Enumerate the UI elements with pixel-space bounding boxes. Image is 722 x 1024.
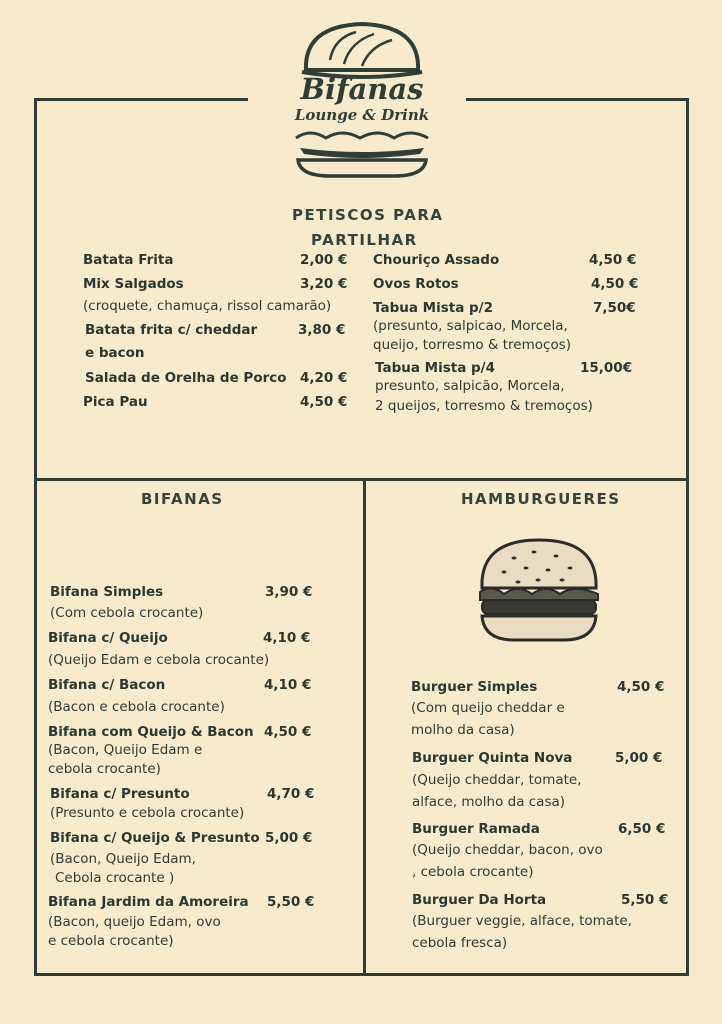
menu-item-name: Bifana com Queijo & Bacon [48,724,254,740]
frame-right [686,98,689,976]
bifanas-title: BIFANAS [141,490,224,508]
menu-item-description: (Com queijo cheddar e [411,700,565,716]
frame-bottom [34,973,689,976]
brand-name: Bifanas [300,72,424,106]
menu-item-price: 3,80 € [298,322,346,338]
burger-illustration-icon [474,536,604,646]
menu-item-description: presunto, salpicão, Morcela, [375,378,565,394]
menu-item-description: , cebola crocante) [412,864,534,880]
menu-item-price: 4,50 € [300,394,348,410]
menu-item-price: 3,90 € [265,584,313,600]
menu-item-description: alface, molho da casa) [412,794,566,810]
menu-item-description: Cebola crocante ) [55,870,175,886]
menu-item-description: (croquete, chamuça, rissol camarão) [83,298,332,314]
menu-item-name: Tabua Mista p/2 [373,300,494,316]
menu-item-description: (Bacon, Queijo Edam e [48,742,203,758]
brand-subtitle: Lounge & Drink [294,106,430,124]
menu-item-name: Batata Frita [83,252,174,268]
menu-item-description: molho da casa) [411,722,515,738]
menu-item-name: Bifana Jardim da Amoreira [48,894,249,910]
menu-item-description: (Bacon, Queijo Edam, [50,851,196,867]
menu-item-name: Salada de Orelha de Porco [85,370,287,386]
menu-item-description: (Queijo cheddar, bacon, ovo [412,842,603,858]
menu-item-description: queijo, torresmo & tremoços) [373,337,571,353]
menu-item-name: Chouriço Assado [373,252,500,268]
menu-item-description: (Queijo cheddar, tomate, [412,772,582,788]
menu-item-price: 7,50€ [593,300,636,316]
menu-item-name: Bifana c/ Queijo & Presunto [50,830,260,846]
menu-item-description: e cebola crocante) [48,933,174,949]
menu-item-name: Batata frita c/ cheddar [85,322,258,338]
menu-item-description: (presunto, salpicao, Morcela, [373,318,568,334]
menu-item-price: 15,00€ [580,360,633,376]
frame-top-left [34,98,248,101]
logo-bun-top-icon [300,20,424,80]
menu-item-description: 2 queijos, torresmo & tremoços) [375,398,593,414]
menu-item-description: (Bacon e cebola crocante) [48,699,225,715]
menu-item-description: (Queijo Edam e cebola crocante) [48,652,270,668]
menu-item-name: Bifana Simples [50,584,164,600]
menu-item-name: Bifana c/ Bacon [48,677,166,693]
menu-item-price: 4,50 € [589,252,637,268]
menu-item-name: e bacon [85,345,145,361]
menu-item-price: 4,10 € [264,677,312,693]
menu-item-price: 5,50 € [267,894,315,910]
menu-item-description: (Bacon, queijo Edam, ovo [48,914,221,930]
menu-item-price: 4,50 € [591,276,639,292]
hamburgueres-title: HAMBURGUERES [461,490,621,508]
menu-item-description: cebola crocante) [48,761,161,777]
menu-item-price: 3,20 € [300,276,348,292]
menu-item-description: (Com cebola crocante) [50,605,204,621]
menu-item-price: 4,10 € [263,630,311,646]
menu-item-description: (Presunto e cebola crocante) [50,805,245,821]
menu-item-name: Tabua Mista p/4 [375,360,496,376]
menu-item-name: Bifana c/ Presunto [50,786,190,802]
menu-item-name: Mix Salgados [83,276,184,292]
petiscos-title-line1: PETISCOS PARA [292,206,444,224]
menu-item-price: 5,00 € [615,750,663,766]
menu-item-description: cebola fresca) [412,935,508,951]
menu-item-price: 2,00 € [300,252,348,268]
menu-item-price: 4,20 € [300,370,348,386]
menu-item-price: 5,00 € [265,830,313,846]
petiscos-title-line2: PARTILHAR [311,231,418,249]
menu-item-description: (Burguer veggie, alface, tomate, [412,913,632,929]
menu-item-price: 4,50 € [264,724,312,740]
menu-item-name: Burguer Ramada [412,821,540,837]
menu-item-price: 4,70 € [267,786,315,802]
menu-item-name: Burguer Simples [411,679,538,695]
frame-column-divider [363,478,366,976]
menu-item-price: 6,50 € [618,821,666,837]
frame-left [34,98,37,976]
menu-item-name: Burguer Da Horta [412,892,547,908]
menu-item-name: Burguer Quinta Nova [412,750,573,766]
menu-item-price: 4,50 € [617,679,665,695]
menu-item-price: 5,50 € [621,892,669,908]
menu-item-name: Pica Pau [83,394,148,410]
menu-item-name: Ovos Rotos [373,276,459,292]
menu-item-name: Bifana c/ Queijo [48,630,168,646]
logo-bun-bottom-icon [290,126,434,180]
frame-middle-divider [34,478,689,481]
frame-top-right [466,98,688,101]
